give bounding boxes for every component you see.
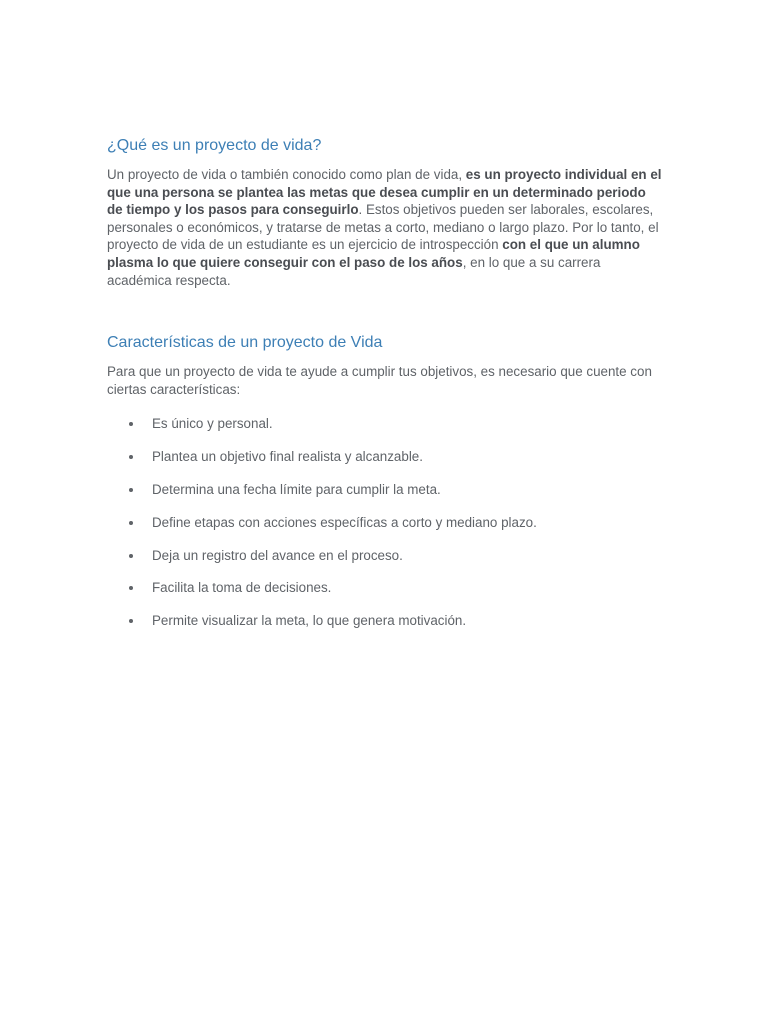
bullet-icon [129, 586, 133, 590]
bullet-icon [129, 619, 133, 623]
definition-text-3: , en lo que a su carrera académica respecta. [107, 254, 601, 288]
section-heading-characteristics: Características de un proyecto de Vida [107, 334, 383, 351]
bullet-icon [129, 488, 133, 492]
list-item-text: Define etapas con acciones específicas a corto y mediano plazo. [152, 514, 537, 530]
list-item [107, 514, 627, 547]
list-item-text: Permite visualizar la meta, lo que genera motivación. [152, 613, 467, 629]
definition-text-1: Un proyecto de vida o también conocido como plan de vida, [107, 167, 466, 182]
section-heading-what-is: ¿Qué es un proyecto de vida? [107, 137, 322, 154]
definition-text-2: . Estos objetivos pueden ser laborales, escolares, personales o económicos, y tratarse de metas a corto, mediano o largo plazo. Por lo tanto, el proyecto de vida de un estudiante es un ejercicio de introspección [107, 202, 659, 253]
definition-bold-2: con el que un alumno plasma lo que quiere conseguir con el paso de los años [107, 237, 640, 270]
list-item-text: Facilita la toma de decisiones. [152, 580, 332, 596]
list-item-text: Deja un registro del avance en el proceso. [152, 547, 403, 563]
bullet-icon [129, 455, 133, 459]
list-item [107, 481, 627, 514]
characteristics-list [107, 415, 627, 645]
list-item-text: Es único y personal. [152, 416, 273, 431]
list-item [107, 547, 627, 580]
bullet-icon [129, 554, 133, 558]
characteristics-intro: Para que un proyecto de vida te ayude a cumplir tus objetivos, es necesario que cuente con ciertas características: [107, 364, 652, 397]
definition-paragraph [107, 166, 663, 289]
bullet-icon [129, 521, 133, 525]
list-item-text: Plantea un objetivo final realista y alcanzable. [152, 448, 423, 464]
list-item-text: Determina una fecha límite para cumplir la meta. [152, 481, 441, 497]
bullet-icon [129, 422, 133, 426]
list-item [107, 448, 627, 481]
list-item [107, 415, 627, 448]
definition-bold-1: es un proyecto individual en el que una persona se plantea las metas que desea cumplir en un determinado periodo de tiempo y los pasos para conseguirlo [107, 167, 662, 218]
list-item [107, 579, 627, 612]
list-item [107, 612, 627, 645]
